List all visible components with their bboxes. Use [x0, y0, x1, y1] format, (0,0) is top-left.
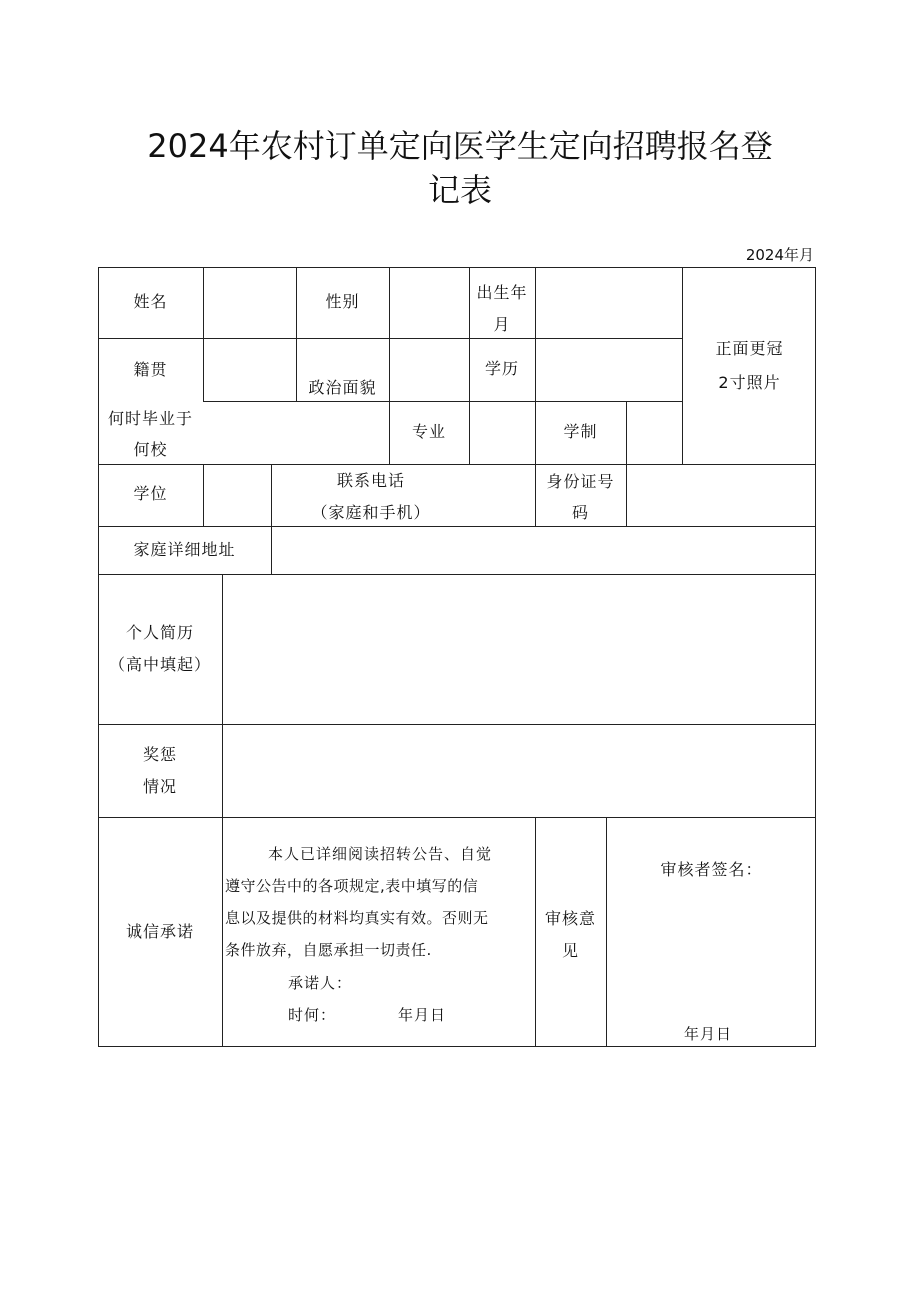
integrity-pledge-label: 诚信承诺 [125, 922, 194, 941]
promiser-label: 承诺人： [288, 974, 353, 992]
native-place-label: 籍贯 [133, 360, 168, 379]
gender-label: 性别 [325, 292, 360, 311]
form-date: 2024年月 [745, 246, 814, 264]
review-opinion-label-line-1: 审核意 [544, 909, 596, 928]
graduation-label-line-1: 何时毕业于 [107, 409, 193, 428]
form-title-line-1: 2024年农村订单定向医学生定向招聘报名登 [147, 127, 773, 165]
time-date: 年月日 [398, 1006, 447, 1024]
grid-line [682, 267, 683, 464]
resume-label-line-1: 个人简历 [125, 623, 194, 642]
id-number-label-line-2: 码 [571, 503, 589, 522]
graduation-label-line-2: 何校 [133, 440, 168, 459]
pledge-text-line-1: 本人已详细阅读招转公告、自觉 [268, 845, 493, 863]
birth-label-line-1: 出生年 [476, 283, 528, 302]
awards-label-line-2: 情况 [142, 777, 177, 796]
grid-line [98, 574, 816, 575]
schooling-length-label: 学制 [563, 422, 598, 441]
photo-label-line-1: 正面更冠 [715, 339, 784, 358]
pledge-text-line-3: 息以及提供的材料均真实有效。否则无 [225, 909, 489, 927]
resume-label-line-2: （高中填起） [108, 655, 211, 674]
grid-line [98, 817, 816, 818]
pledge-text-line-2: 遵守公告中的各项规定,表中填写的信 [225, 877, 479, 895]
birth-label-line-2: 月 [493, 315, 511, 334]
time-label: 时何： [288, 1006, 337, 1024]
grid-line [222, 574, 223, 1047]
major-label: 专业 [411, 422, 446, 441]
grid-line [626, 401, 627, 526]
review-date: 年月日 [684, 1025, 733, 1043]
name-label: 姓名 [133, 292, 168, 311]
id-number-label-line-1: 身份证号 [546, 472, 615, 491]
awards-label-line-1: 奖惩 [142, 745, 177, 764]
education-label: 学历 [484, 359, 519, 378]
phone-label-line-2: （家庭和手机） [311, 503, 431, 522]
political-status-label: 政治面貌 [308, 378, 377, 397]
grid-line [98, 338, 683, 339]
form-title-line-2: 记表 [427, 171, 492, 209]
grid-line [606, 817, 607, 1047]
grid-line [203, 464, 204, 526]
home-address-label: 家庭详细地址 [133, 540, 236, 559]
reviewer-signature-label: 审核者签名： [660, 860, 763, 879]
phone-label-line-1: 联系电话 [336, 471, 405, 490]
pledge-text-line-4: 条件放弃，自愿承担一切责任. [225, 941, 432, 959]
grid-line [204, 401, 683, 402]
grid-line [203, 267, 204, 402]
photo-label-line-2: 2寸照片 [718, 373, 781, 392]
degree-label: 学位 [133, 484, 168, 503]
grid-line [98, 724, 816, 725]
review-opinion-label-line-2: 见 [561, 941, 579, 960]
